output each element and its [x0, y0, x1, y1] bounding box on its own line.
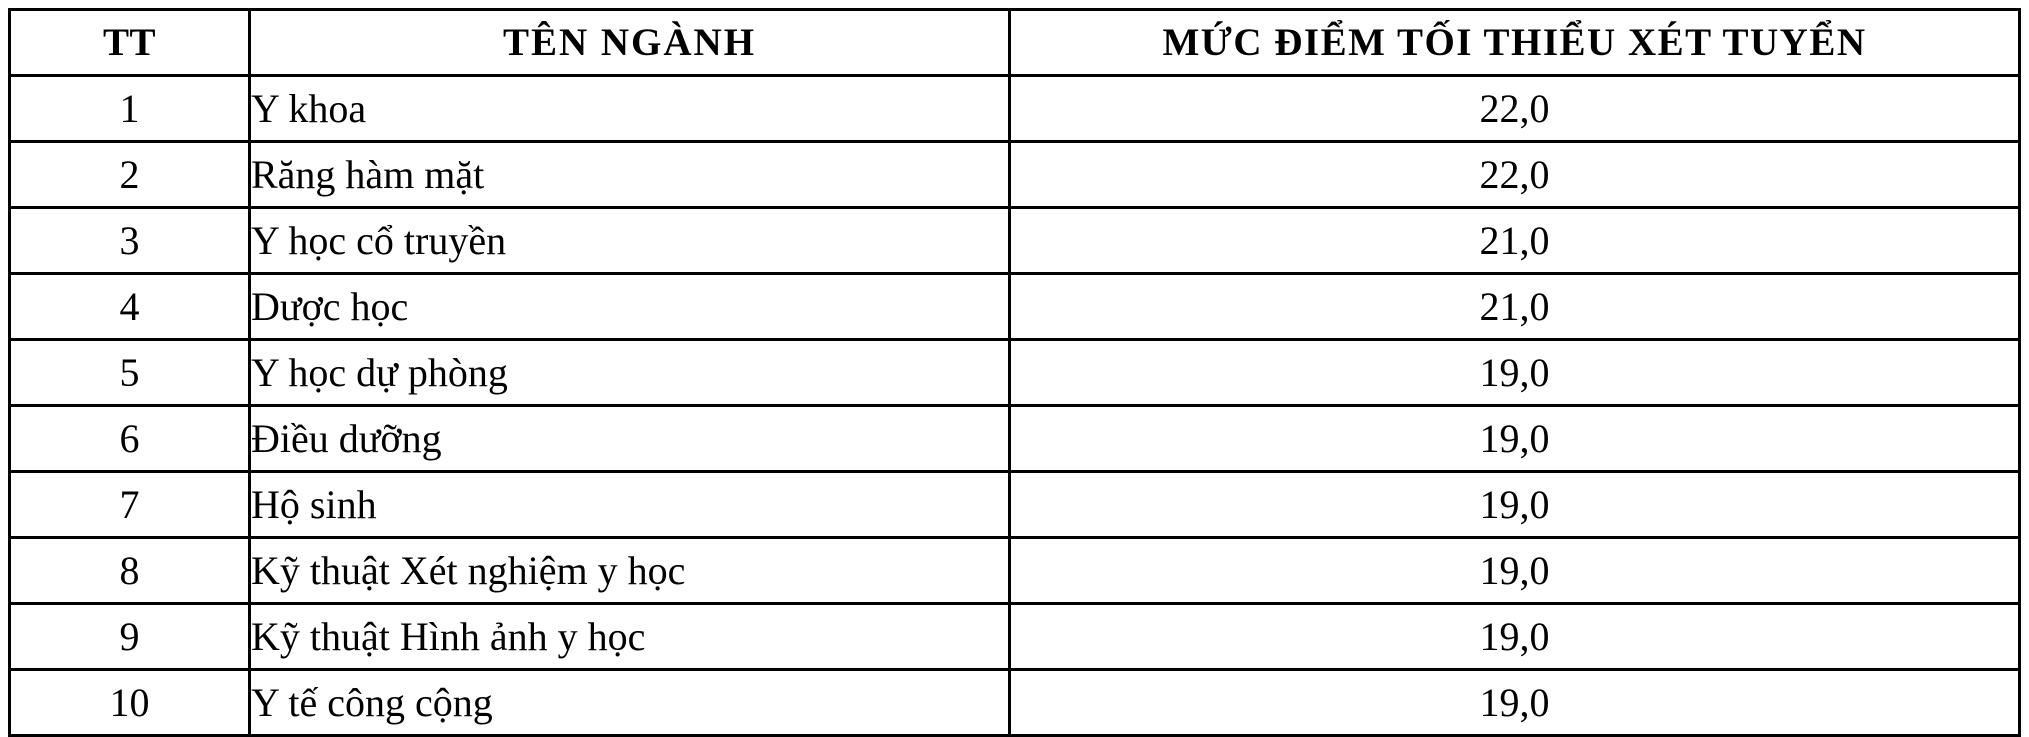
table-row: [10, 340, 2020, 406]
table-row: [10, 208, 2020, 274]
table-row: [10, 406, 2020, 472]
row-major-name: Y tế công cộng: [250, 670, 1010, 736]
row-min-score: 19,0: [1010, 406, 2020, 472]
column-header-name: TÊN NGÀNH: [250, 10, 1010, 76]
row-min-score: 19,0: [1010, 472, 2020, 538]
row-index: 7: [10, 472, 250, 538]
row-major-name: Y học dự phòng: [250, 340, 1010, 406]
row-min-score: 22,0: [1010, 76, 2020, 142]
row-min-score: 19,0: [1010, 604, 2020, 670]
row-min-score: 19,0: [1010, 340, 2020, 406]
table-row: [10, 604, 2020, 670]
table-header: [10, 10, 2020, 76]
row-major-name: Kỹ thuật Hình ảnh y học: [250, 604, 1010, 670]
column-header-score: MỨC ĐIỂM TỐI THIỂU XÉT TUYỂN: [1010, 10, 2020, 76]
row-index: 2: [10, 142, 250, 208]
table-row: [10, 142, 2020, 208]
row-index: 5: [10, 340, 250, 406]
row-min-score: 19,0: [1010, 538, 2020, 604]
row-major-name: Y khoa: [250, 76, 1010, 142]
table-body: [10, 76, 2020, 736]
table-row: [10, 274, 2020, 340]
row-index: 1: [10, 76, 250, 142]
row-major-name: Răng hàm mặt: [250, 142, 1010, 208]
row-index: 9: [10, 604, 250, 670]
row-index: 10: [10, 670, 250, 736]
row-major-name: Hộ sinh: [250, 472, 1010, 538]
row-major-name: Y học cổ truyền: [250, 208, 1010, 274]
row-index: 8: [10, 538, 250, 604]
row-major-name: Kỹ thuật Xét nghiệm y học: [250, 538, 1010, 604]
score-table-container: [8, 8, 2018, 737]
table-row: [10, 472, 2020, 538]
column-header-tt: TT: [10, 10, 250, 76]
row-min-score: 21,0: [1010, 208, 2020, 274]
admission-score-table: [8, 8, 2021, 737]
table-row: [10, 538, 2020, 604]
table-row: [10, 670, 2020, 736]
row-min-score: 22,0: [1010, 142, 2020, 208]
row-index: 6: [10, 406, 250, 472]
row-min-score: 21,0: [1010, 274, 2020, 340]
row-index: 4: [10, 274, 250, 340]
row-index: 3: [10, 208, 250, 274]
table-header-row: [10, 10, 2020, 76]
row-major-name: Dược học: [250, 274, 1010, 340]
row-major-name: Điều dưỡng: [250, 406, 1010, 472]
row-min-score: 19,0: [1010, 670, 2020, 736]
table-row: [10, 76, 2020, 142]
